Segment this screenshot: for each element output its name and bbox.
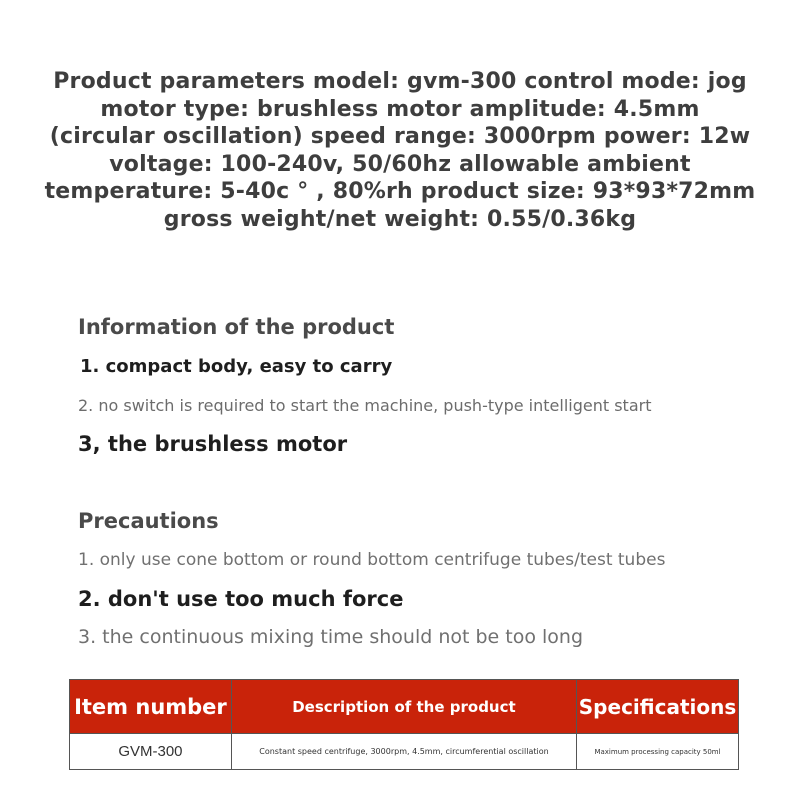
header-item-number: Item number (70, 680, 232, 734)
parameters-line: motor type: brushless motor amplitude: 4.5mm (100, 96, 700, 122)
parameters-line: voltage: 100-240v, 50/60hz allowable ambient (109, 151, 691, 177)
precautions-title: Precautions (78, 509, 219, 533)
product-parameters (20, 68, 780, 233)
parameters-line: (circular oscillation) speed range: 3000rpm power: 12w (49, 124, 751, 149)
parameters-line: Product parameters model: gvm-300 control mode: jog (53, 69, 747, 94)
information-item: 2. no switch is required to start the machine, push-type intelligent start (78, 396, 652, 415)
header-description: Description of the product (231, 680, 576, 734)
spec-table (69, 679, 739, 770)
information-title: Information of the product (78, 315, 395, 339)
parameters-line: gross weight/net weight: 0.55/0.36kg (163, 206, 637, 232)
table-header-row (70, 680, 739, 734)
cell-description: Constant speed centrifuge, 3000rpm, 4.5mm, circumferential oscillation (231, 734, 576, 770)
precautions-item: 2. don't use too much force (78, 587, 404, 611)
parameters-line: temperature: 5-40c ° , 80%rh product size: 93*93*72mm (44, 179, 756, 204)
table-row (70, 734, 739, 770)
cell-item-number: GVM-300 (70, 734, 232, 770)
information-item: 3, the brushless motor (78, 432, 348, 456)
header-specifications: Specifications (577, 680, 739, 734)
precautions-item: 1. only use cone bottom or round bottom centrifuge tubes/test tubes (78, 550, 666, 570)
precautions-item: 3. the continuous mixing time should not be too long (78, 626, 584, 648)
cell-specifications: Maximum processing capacity 50ml (577, 734, 739, 770)
information-item: 1. compact body, easy to carry (80, 356, 393, 377)
